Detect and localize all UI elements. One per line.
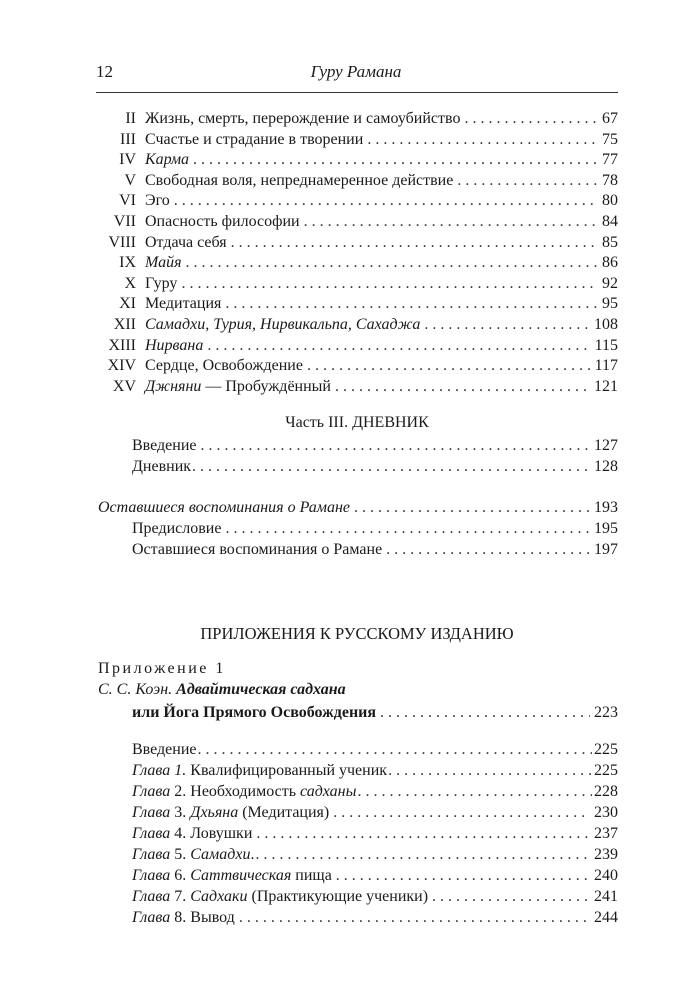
entry-title	[145, 129, 363, 150]
leader-dots	[307, 355, 591, 376]
entry-title-part: Глава	[132, 888, 171, 905]
entry-page-number: 241	[594, 888, 618, 905]
entry-title-part: Предисловие	[132, 520, 222, 537]
entry-title	[145, 376, 331, 397]
chapter-numeral: XV	[112, 377, 136, 395]
leader-dots	[335, 376, 590, 397]
entry-page-number: 78	[602, 171, 618, 189]
leader-dots	[193, 149, 598, 170]
leader-dots	[192, 456, 592, 477]
appendix1-title-line1	[98, 681, 346, 699]
entry-title-part: — Пробуждённый	[201, 377, 331, 395]
toc-row	[96, 252, 618, 273]
entry-title-part: Жизнь, смерть, перерождение и самоубийство	[145, 110, 461, 127]
entry-page-number: 92	[602, 274, 618, 292]
entry-title-part: Саттвическая	[190, 867, 292, 884]
toc-row	[132, 539, 618, 560]
chapter-numeral: XI	[119, 295, 136, 313]
leader-dots	[186, 252, 598, 273]
entry-title	[132, 739, 197, 760]
chapter-numeral: VII	[113, 213, 136, 230]
header-rule	[96, 92, 618, 93]
chapter-numeral: XIII	[108, 336, 136, 354]
leader-dots	[388, 760, 592, 781]
entry-page-number: 121	[594, 377, 618, 395]
toc-row	[96, 129, 618, 150]
toc-row	[96, 170, 618, 191]
entry-title-part: Майя	[145, 254, 182, 272]
chapter-numeral: XIV	[107, 357, 136, 375]
toc-row	[96, 335, 618, 356]
appendices-heading: ПРИЛОЖЕНИЯ К РУССКОМУ ИЗДАНИЮ	[200, 624, 514, 643]
entry-page-number: 240	[594, 867, 618, 884]
leader-dots	[225, 518, 590, 539]
chapter-numeral: VIII	[108, 233, 136, 251]
toc-row	[96, 314, 618, 335]
entry-title-part: (Медитация)	[238, 804, 330, 821]
chapter-numeral: IX	[119, 254, 136, 272]
entry-title-part: Самадхи, Турия, Нирвикальпа, Сахаджа	[145, 316, 421, 333]
page-number: 12	[96, 62, 113, 81]
chapter-numeral: II	[125, 110, 136, 127]
entry-page-number: 117	[594, 357, 618, 375]
leader-dots	[354, 497, 590, 518]
entry-title-part: Гуру	[145, 274, 178, 292]
entry-title-part: Глава	[132, 825, 171, 842]
entry-title-part: Медитация	[145, 295, 222, 313]
toc-row	[132, 802, 618, 823]
entry-page-number: 127	[594, 437, 618, 454]
entry-title-part: Глава	[132, 804, 171, 821]
entry-title-part: Свободная воля, непреднамеренное действие	[145, 171, 454, 189]
appendix1-author: С. С. Коэн.	[98, 681, 173, 698]
toc-row	[132, 456, 618, 477]
leader-dots	[225, 293, 598, 314]
entry-title-part: Глава	[132, 846, 171, 863]
toc-row	[96, 355, 618, 376]
entry-page-number: 95	[602, 295, 618, 313]
toc-row	[96, 293, 618, 314]
entry-title	[132, 781, 356, 802]
leader-dots	[380, 702, 590, 723]
entry-title-part: Глава	[132, 783, 171, 800]
entry-title-part: 2. Необходимость	[170, 783, 300, 800]
leader-dots	[239, 907, 590, 928]
entry-title	[132, 539, 382, 560]
entry-page-number: 195	[594, 520, 618, 537]
entry-title-part: Садхаки	[190, 888, 248, 905]
entry-title	[132, 844, 254, 865]
entry-title	[132, 435, 197, 456]
entry-page-number: 75	[602, 130, 618, 148]
leader-dots	[464, 108, 598, 129]
toc-row	[96, 376, 618, 397]
entry-title-part: 3.	[170, 804, 191, 821]
leader-dots	[333, 802, 590, 823]
chapter-numeral: VI	[119, 192, 136, 210]
leader-dots	[174, 190, 598, 211]
toc-row	[96, 211, 618, 232]
entry-page-number: 67	[602, 110, 618, 127]
leader-dots	[231, 232, 598, 253]
toc-row-title	[98, 497, 618, 518]
entry-title	[145, 355, 303, 376]
toc-row	[132, 435, 618, 456]
entry-page-number: 230	[594, 804, 618, 821]
toc-row	[132, 844, 618, 865]
chapter-numeral: XII	[113, 316, 136, 333]
entry-title-part: (Практикующие ученики)	[247, 888, 429, 905]
entry-title-part: 5.	[170, 846, 191, 863]
entry-title	[98, 497, 350, 518]
toc-row	[96, 273, 618, 294]
entry-title	[145, 190, 170, 211]
leader-dots	[181, 273, 598, 294]
leader-dots	[256, 823, 590, 844]
leader-dots	[198, 739, 593, 760]
entry-title-part: Дхьяна	[190, 804, 239, 821]
entry-title	[145, 273, 177, 294]
entry-title-part: Опасность философии	[145, 213, 300, 230]
entry-page-number: 225	[594, 762, 618, 779]
leader-dots	[367, 129, 598, 150]
leader-dots	[457, 170, 598, 191]
entry-page-number: 77	[602, 151, 618, 169]
entry-title-part: Эго	[145, 192, 170, 210]
leader-dots	[304, 211, 598, 232]
entry-page-number: 244	[594, 909, 618, 926]
chapter-numeral: IV	[119, 151, 136, 169]
toc-row	[132, 865, 618, 886]
entry-title	[145, 252, 182, 273]
entry-title-part: Отдача себя	[145, 233, 227, 251]
page-header	[96, 62, 616, 88]
entry-title-part: Введение	[132, 437, 197, 454]
entry-title	[132, 823, 252, 844]
entry-title	[132, 518, 221, 539]
entry-title-part: 4. Ловушки	[170, 825, 253, 842]
entry-title	[132, 456, 191, 477]
appendix1-title-1: Адвайтическая садхана	[176, 681, 346, 698]
appendix1-title-2: или Йога Прямого Освобождения	[132, 704, 377, 721]
entry-title-part: Оставшиеся воспоминания о Рамане	[98, 499, 351, 516]
entry-title-part: 6.	[170, 867, 191, 884]
entry-page-number: 86	[602, 254, 618, 272]
entry-title	[132, 760, 387, 781]
leader-dots	[207, 335, 590, 356]
toc-row	[132, 907, 618, 928]
entry-title	[132, 865, 332, 886]
leader-dots	[201, 435, 591, 456]
chapter-numeral: V	[124, 171, 136, 189]
toc-row	[132, 886, 618, 907]
entry-title	[132, 907, 235, 928]
entry-title	[145, 293, 221, 314]
entry-title-part: Самадхи	[190, 846, 251, 863]
entry-page-number: 128	[594, 458, 618, 475]
entry-title	[145, 211, 300, 232]
toc-row	[132, 739, 618, 760]
entry-title	[132, 802, 329, 823]
entry-title	[145, 335, 203, 356]
entry-title-part: Джняни	[145, 377, 202, 395]
entry-title-part: Сердце, Освобождение	[145, 357, 303, 375]
entry-title-part: Карма	[145, 151, 190, 169]
entry-title-part: садханы	[300, 783, 357, 800]
entry-title-part: Квалифицированный ученик	[186, 762, 388, 779]
entry-title-part: Нирвана	[145, 336, 204, 354]
entry-title-part: пища	[291, 867, 332, 884]
chapter-numeral: X	[124, 274, 136, 292]
entry-title-part: .	[250, 846, 255, 863]
chapter-numeral: III	[120, 130, 136, 148]
appendix1-label: Приложение 1	[98, 660, 226, 677]
entry-page-number: 197	[594, 541, 618, 558]
entry-page-number: 84	[602, 213, 618, 230]
part3-heading: Часть III. ДНЕВНИК	[285, 414, 429, 431]
entry-page-number: 85	[602, 233, 618, 251]
appendix1-page: 223	[594, 704, 618, 721]
entry-page-number: 237	[594, 825, 618, 842]
running-title: Гуру Рамана	[310, 62, 402, 81]
leader-dots	[432, 886, 590, 907]
leader-dots	[424, 314, 590, 335]
entry-title-part: Введение	[132, 741, 197, 758]
leader-dots	[336, 865, 590, 886]
entry-page-number: 239	[594, 846, 618, 863]
toc-row	[96, 108, 618, 129]
leader-dots	[386, 539, 590, 560]
toc-row	[132, 781, 618, 802]
toc-row	[96, 149, 618, 170]
entry-title	[145, 108, 460, 129]
leader-dots	[357, 781, 592, 802]
toc-row	[96, 232, 618, 253]
entry-title-part: 7.	[170, 888, 191, 905]
entry-title-part: Глава	[132, 867, 171, 884]
entry-page-number: 108	[594, 316, 618, 333]
entry-page-number: 225	[594, 741, 618, 758]
entry-page-number: 193	[594, 499, 618, 516]
entry-title-part: Оставшиеся воспоминания о Рамане	[132, 541, 383, 558]
entry-title-part: 8. Вывод	[170, 909, 235, 926]
toc-row	[132, 760, 618, 781]
entry-title	[145, 170, 453, 191]
entry-title	[132, 886, 428, 907]
toc-row	[96, 190, 618, 211]
appendix1-title-line2	[132, 702, 618, 723]
toc-row	[132, 518, 618, 539]
entry-title-part: Глава 1.	[132, 762, 187, 779]
toc-row	[132, 823, 618, 844]
entry-title	[145, 314, 420, 335]
entry-page-number: 115	[594, 336, 618, 354]
entry-page-number: 228	[594, 783, 618, 800]
entry-title	[145, 149, 189, 170]
entry-title-part: Дневник	[132, 458, 192, 475]
leader-dots	[255, 844, 592, 865]
entry-page-number: 80	[602, 192, 618, 210]
entry-title	[145, 232, 227, 253]
entry-title-part: Глава	[132, 909, 171, 926]
entry-title-part: Счастье и страдание в творении	[145, 130, 364, 148]
